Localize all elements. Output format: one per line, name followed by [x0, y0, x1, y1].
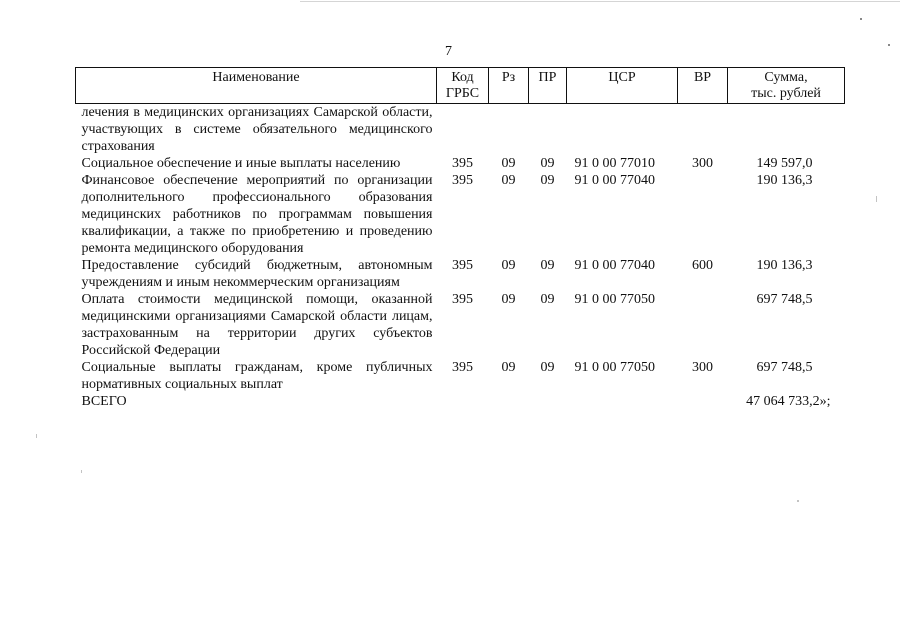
- total-sum: 47 064 733,2»;: [746, 394, 831, 409]
- table-row: [76, 359, 845, 393]
- scan-dot: [876, 196, 877, 202]
- total-vr: [678, 393, 728, 410]
- row-rz: 09: [501, 360, 516, 375]
- row-grbs: 395: [452, 258, 473, 273]
- row-sum: 149 597,0: [756, 156, 813, 171]
- row-csr: 91 0 00 77050: [574, 360, 655, 375]
- table-header-row: [76, 68, 845, 104]
- table-row: [76, 257, 845, 291]
- row-grbs: 395: [452, 360, 473, 375]
- row-rz: [489, 104, 529, 156]
- row-sum: [728, 104, 845, 156]
- row-csr: 91 0 00 77040: [574, 173, 655, 188]
- row-pr: 09: [540, 292, 555, 307]
- row-pr: 09: [540, 173, 555, 188]
- scan-dot: [888, 44, 890, 46]
- row-name: Предоставление субсидий бюджетным, автономным учреждениям и иным некоммерческим организациям: [81, 258, 433, 290]
- row-vr: [678, 172, 728, 257]
- row-name: Социальное обеспечение и иные выплаты населению: [81, 156, 401, 171]
- row-pr: [529, 104, 567, 156]
- table-row: [76, 104, 845, 156]
- row-rz: 09: [501, 173, 516, 188]
- header-grbs: [437, 68, 489, 104]
- scan-dot: [860, 18, 862, 20]
- scan-dot: [797, 500, 799, 502]
- row-pr: 09: [540, 360, 555, 375]
- table-row: [76, 291, 845, 359]
- row-vr: 600: [692, 258, 713, 273]
- total-label: ВСЕГО: [81, 394, 127, 409]
- total-grbs: [437, 393, 489, 410]
- header-rz: Рз: [489, 68, 529, 104]
- row-vr: 300: [692, 360, 713, 375]
- total-pr: [529, 393, 567, 410]
- row-rz: 09: [501, 292, 516, 307]
- row-grbs: 395: [452, 292, 473, 307]
- row-csr: 91 0 00 77010: [574, 156, 655, 171]
- header-sum-line2: тыс. рублей: [751, 86, 821, 101]
- row-rz: 09: [501, 258, 516, 273]
- header-pr: ПР: [529, 68, 567, 104]
- row-sum: 190 136,3: [756, 173, 813, 188]
- header-sum-line1: Сумма,: [764, 70, 808, 85]
- page-number: 7: [445, 44, 452, 59]
- row-sum: 697 748,5: [756, 360, 813, 375]
- scan-dot: [36, 434, 37, 438]
- row-name: Социальные выплаты гражданам, кроме публичных нормативных социальных выплат: [81, 360, 433, 392]
- row-rz: 09: [501, 156, 516, 171]
- row-sum: 190 136,3: [756, 258, 813, 273]
- header-grbs-line1: Код: [451, 70, 474, 85]
- row-vr: [678, 104, 728, 156]
- header-name: Наименование: [76, 68, 437, 104]
- total-rz: [489, 393, 529, 410]
- row-pr: 09: [540, 156, 555, 171]
- header-sum: [728, 68, 845, 104]
- total-csr: [567, 393, 678, 410]
- total-row: [76, 393, 845, 410]
- scan-line-top: [300, 1, 900, 2]
- header-csr: ЦСР: [567, 68, 678, 104]
- table-row: [76, 172, 845, 257]
- row-grbs: [437, 104, 489, 156]
- header-vr: ВР: [678, 68, 728, 104]
- row-csr: 91 0 00 77050: [574, 292, 655, 307]
- row-sum: 697 748,5: [756, 292, 813, 307]
- row-vr: 300: [692, 156, 713, 171]
- table-row: [76, 155, 845, 172]
- header-grbs-line2: ГРБС: [445, 86, 480, 101]
- row-grbs: 395: [452, 156, 473, 171]
- row-pr: 09: [540, 258, 555, 273]
- row-name: Оплата стоимости медицинской помощи, оказанной медицинскими организациями Самарской области лицам, застрахованным на территории других субъектов Российской Федерации: [81, 292, 433, 358]
- row-csr: [567, 104, 678, 156]
- row-vr: [678, 291, 728, 359]
- row-name: Финансовое обеспечение мероприятий по организации дополнительного профессионального образования медицинских работников по программам повышения квалификации, а также по приобретению и проведению ремонта медицинского оборудования: [81, 173, 433, 256]
- row-csr: 91 0 00 77040: [574, 258, 655, 273]
- budget-table: [75, 67, 845, 410]
- row-name: лечения в медицинских организациях Самарской области, участвующих в системе обязательного медицинского страхования: [81, 105, 433, 154]
- row-grbs: 395: [452, 173, 473, 188]
- scan-dot: [81, 470, 82, 473]
